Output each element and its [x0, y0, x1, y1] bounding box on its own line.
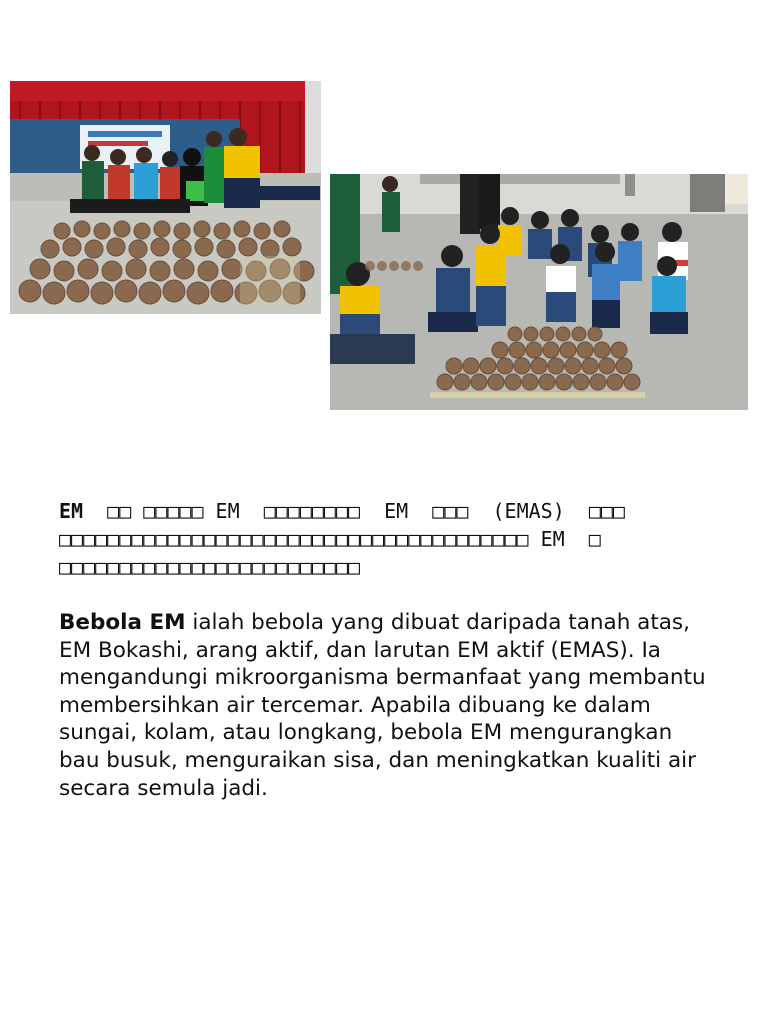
chinese-line-1: □□ □□□□□ EM □□□□□□□□ EM □□□ (EMAS) □□□: [83, 499, 625, 523]
chinese-paragraph: [59, 497, 709, 581]
photo-stage-em-balls: [10, 81, 321, 314]
malay-body: ialah bebola yang dibuat daripada tanah atas, EM Bokashi, arang aktif, dan larutan EM aktif (EMAS). Ia mengandungi mikroorganisma bermanfaat yang membantu membersihkan air tercemar. Apabila dibuang ke dalam sungai, kolam, atau longkang, bebola EM mengurangkan bau busuk, menguraikan sisa, dan meningkatkan kualiti air secara semula jadi.: [59, 610, 706, 801]
chinese-line-2: □□□□□□□□□□□□□□□□□□□□□□□□□□□□□□□□□□□□□□□ EM □: [59, 527, 601, 551]
chinese-line-3: □□□□□□□□□□□□□□□□□□□□□□□□□: [59, 555, 361, 579]
text-block: [59, 497, 709, 802]
chinese-lead: EM: [59, 499, 84, 523]
malay-lead: Bebola EM: [59, 610, 186, 635]
malay-paragraph: [59, 609, 709, 802]
photo-hall-em-balls: [330, 174, 748, 410]
